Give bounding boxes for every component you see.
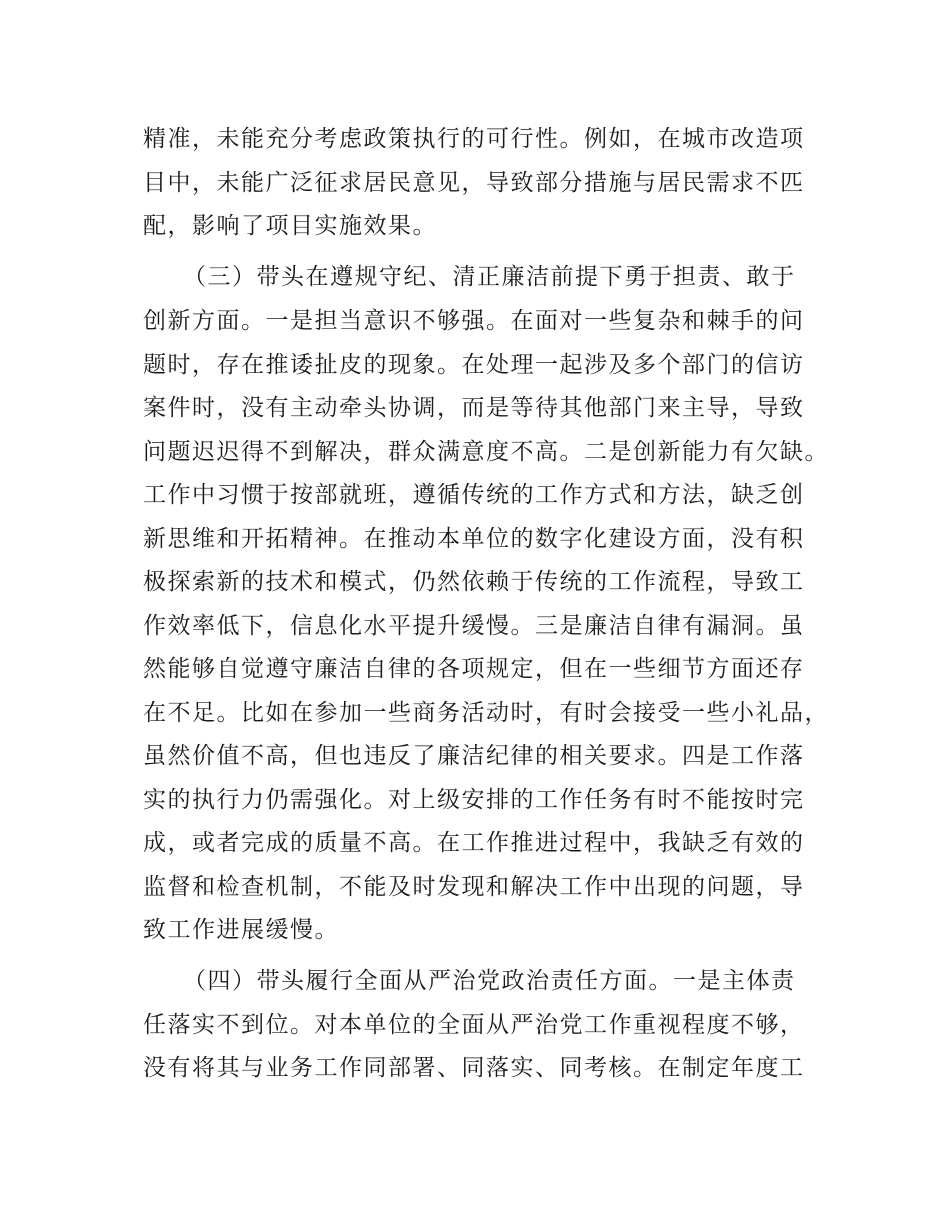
text-line: 目中，未能广泛征求居民意见，导致部分措施与居民需求不匹 xyxy=(143,170,805,196)
text-line: 极探索新的技术和模式，仍然依赖于传统的工作流程，导致工 xyxy=(143,569,805,595)
text-line: 题时，存在推诿扯皮的现象。在处理一起涉及多个部门的信访 xyxy=(143,352,805,378)
text-line: 在不足。比如在参加一些商务活动时，有时会接受一些小礼品， xyxy=(143,700,829,726)
text-line: 创新方面。一是担当意识不够强。在面对一些复杂和棘手的问 xyxy=(143,308,805,334)
text-line: 新思维和开拓精神。在推动本单位的数字化建设方面，没有积 xyxy=(143,526,805,552)
section-heading-line: （四）带头履行全面从严治党政治责任方面。一是主体责 xyxy=(183,968,796,994)
text-line: 作效率低下，信息化水平提升缓慢。三是廉洁自律有漏洞。虽 xyxy=(143,613,805,639)
section-heading-line: （三）带头在遵规守纪、清正廉洁前提下勇于担责、敢于 xyxy=(183,264,796,290)
text-line: 没有将其与业务工作同部署、同落实、同考核。在制定年度工 xyxy=(143,1055,805,1081)
text-line: 致工作进展缓慢。 xyxy=(143,917,339,943)
text-line: 案件时，没有主动牵头协调，而是等待其他部门来主导，导致 xyxy=(143,395,805,421)
text-line: 精准，未能充分考虑政策执行的可行性。例如，在城市改造项 xyxy=(143,126,805,152)
text-line: 配，影响了项目实施效果。 xyxy=(143,213,437,239)
text-line: 监督和检查机制，不能及时发现和解决工作中出现的问题，导 xyxy=(143,874,805,900)
text-line: 成，或者完成的质量不高。在工作推进过程中，我缺乏有效的 xyxy=(143,830,805,856)
text-line: 实的执行力仍需强化。对上级安排的工作任务有时不能按时完 xyxy=(143,787,805,813)
text-line: 虽然价值不高，但也违反了廉洁纪律的相关要求。四是工作落 xyxy=(143,743,805,769)
text-line: 问题迟迟得不到解决，群众满意度不高。二是创新能力有欠缺。 xyxy=(143,439,829,465)
text-line: 工作中习惯于按部就班，遵循传统的工作方式和方法，缺乏创 xyxy=(143,482,805,508)
text-line: 任落实不到位。对本单位的全面从严治党工作重视程度不够， xyxy=(143,1012,805,1038)
text-line: 然能够自觉遵守廉洁自律的各项规定，但在一些细节方面还存 xyxy=(143,656,805,682)
